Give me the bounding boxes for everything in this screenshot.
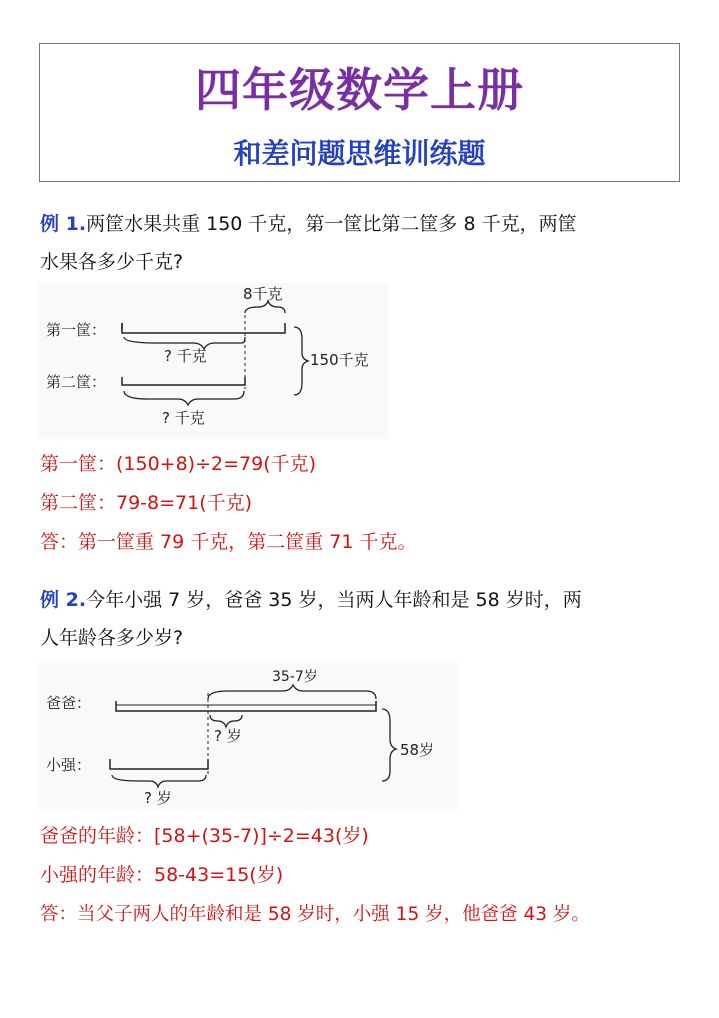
diagram1-label-basket1: 第一筐： [46, 321, 107, 339]
example1-answer: 答：第一筐重 79 千克，第二筐重 71 千克。 [40, 531, 417, 553]
diagram1-label-total: 150千克 [310, 351, 369, 369]
diagram1-bar-basket1 [122, 323, 285, 333]
diagram2-bar-son [110, 759, 208, 769]
page-title: 四年级数学上册 [195, 63, 524, 117]
diagram2-label-son: 小强： [46, 756, 92, 774]
example1-solution-step2: 第二筐：79-8=71(千克) [40, 492, 253, 514]
diagram2-bar-dad [116, 701, 376, 711]
diagram2-brace-diff [208, 685, 376, 699]
example1-question-line2: 水果各多少千克? [40, 251, 184, 273]
title-box [39, 43, 680, 182]
diagram2-label-total: 58岁 [400, 741, 435, 759]
example2-question-line2: 人年龄各多少岁? [40, 627, 184, 649]
diagram2-label-unknown2: ? 岁 [144, 789, 172, 807]
example2-solution-step1: 爸爸的年龄：[58+(35-7)]÷2=43(岁) [40, 825, 369, 847]
diagram1-brace-unknown2 [124, 391, 244, 405]
example2-label: 例 2. [40, 589, 87, 611]
diagram2-brace-total [382, 709, 396, 781]
diagram1-label-unknown1: ? 千克 [164, 347, 207, 365]
example1-diagram [38, 283, 388, 439]
example1-question-line1 [40, 212, 577, 236]
diagram1-label-diff: 8千克 [243, 285, 283, 303]
diagram2-brace-unknown1 [210, 715, 242, 727]
diagram1-label-unknown2: ? 千克 [162, 409, 205, 427]
example1-question-text1: 两筐水果共重 150 千克，第一筐比第二筐多 8 千克，两筐 [86, 213, 577, 235]
diagram2-brace-unknown2 [112, 775, 206, 787]
example1-solution-step1: 第一筐：(150+8)÷2=79(千克) [40, 453, 317, 475]
diagram2-label-unknown1: ? 岁 [214, 727, 242, 745]
diagram2-label-dad: 爸爸： [46, 694, 92, 712]
diagram2-label-diff: 35-7岁 [272, 669, 318, 685]
example2-answer: 答：当父子两人的年龄和是 58 岁时，小强 15 岁，他爸爸 43 岁。 [40, 904, 590, 925]
page-subtitle: 和差问题思维训练题 [233, 137, 486, 170]
example2-question-text1: 今年小强 7 岁，爸爸 35 岁，当两人年龄和是 58 岁时，两 [86, 589, 582, 611]
example2-diagram [38, 663, 458, 809]
diagram1-bar-basket2 [122, 377, 245, 385]
example1-label: 例 1. [40, 213, 87, 235]
diagram1-label-basket2: 第二筐： [46, 373, 107, 391]
example2-question-line1 [40, 588, 582, 612]
diagram1-brace-total [294, 327, 308, 395]
example2-solution-step2: 小强的年龄：58-43=15(岁) [40, 864, 284, 886]
